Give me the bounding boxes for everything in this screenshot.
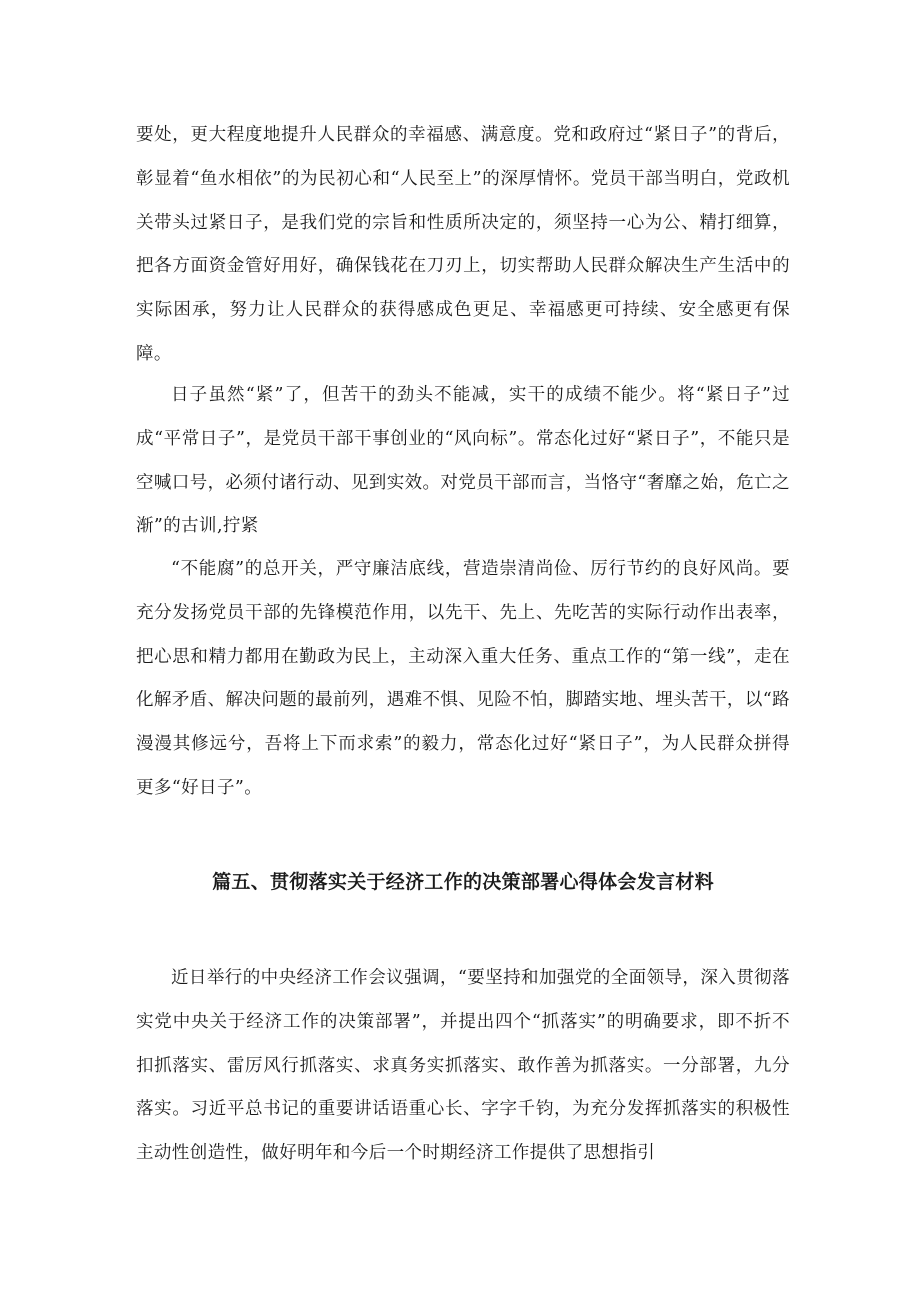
paragraph-intro: 近日举行的中央经济工作会议强调，“要坚持和加强党的全面领导，深入贯彻落实党中央关于经济工作的决策部署”，并提出四个“抓落实”的明确要求，即不折不扣抓落实、雷厉风行抓落实、求真务实抓落实、敢作善为抓落实。一分部署，九分落实。习近平总书记的重要讲话语重心长、字字千钧，为充分发挥抓落实的积极性主动性创造性，做好明年和今后一个时期经济工作提供了思想指引 <box>136 968 790 1164</box>
section-heading: 篇五、贯彻落实关于经济工作的决策部署心得体会发言材料 <box>212 871 714 893</box>
paragraph-tight-days: 日子虽然“紧”了，但苦干的劲头不能减，实干的成绩不能少。将“紧日子”过成“平常日子”，是党员干部干事创业的“风向标”。常态化过好“紧日子”，不能只是空喊口号，必须付诸行动、见到实效。对党员干部而言，当恪守“奢靡之始，危亡之渐”的古训,拧紧 <box>136 385 790 537</box>
paragraph-continuation: 要处，更大程度地提升人民群众的幸福感、满意度。党和政府过“紧日子”的背后，彰显着“鱼水相依”的为民初心和“人民至上”的深厚情怀。党员干部当明白，党政机关带头过紧日子，是我们党的宗旨和性质所决定的，须坚持一心为公、精打细算，把各方面资金管好用好，确保钱花在刀刃上，切实帮助人民群众解决生产生活中的实际困承，努力让人民群众的获得感成色更足、幸福感更可持续、安全感更有保障。 <box>136 125 790 364</box>
paragraph-switch: “不能腐”的总开关，严守廉洁底线，营造崇清尚俭、厉行节约的良好风尚。要充分发扬党员干部的先锋模范作用，以先干、先上、先吃苦的实际行动作出表率，把心思和精力都用在勤政为民上，主动深入重大任务、重点工作的“第一线”，走在化解矛盾、解决问题的最前列，遇难不惧、见险不怕，脚踏实地、埋头苦干，以“路漫漫其修远兮，吾将上下而求索”的毅力，常态化过好“紧日子”，为人民群众拼得更多“好日子”。 <box>136 559 790 798</box>
